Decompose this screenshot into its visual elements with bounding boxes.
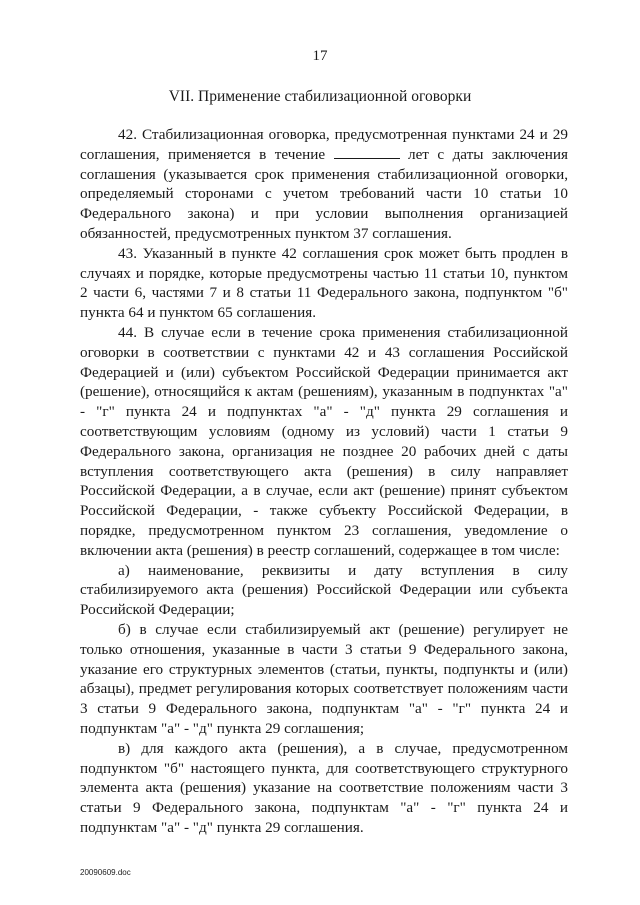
- section-title: VII. Применение стабилизационной оговорки: [168, 88, 472, 105]
- paragraph-44: 44. В случае если в течение срока применения стабилизационной оговорки в соответствии с пунктами 42 и 43 соглашения Российской Федерацией и (или) субъектом Российской Федерации принимается акт (решение), относящийся к актам (решениям), указанным в подпунктах "а" - "г" пункта 24 и подпунктах "а" - "д" пункта 29 соглашения и соответствующим условиям (одному из условий) части 1 статьи 9 Федерального закона, организация не позднее 20 рабочих дней с даты вступления соответствующего акта (решения) в силу направляет Российской Федерации, а в случае, если акт (решение) принят субъектом Российской Федерации, - также субъекту Российской Федерации, в порядке, предусмотренном пунктом 23 соглашения, уведомление о включении акта (решения) в реестр соглашений, содержащее в том числе:: [80, 323, 568, 559]
- paragraph-42: [80, 125, 568, 244]
- footer-filename: 20090609.doc: [80, 868, 131, 877]
- document-body: [80, 125, 568, 838]
- paragraph-44-item-v: в) для каждого акта (решения), а в случае, предусмотренном подпунктом "б" настоящего пункта, для соответствующего структурного элемента акта (решения) указание на соответствие положениям части 3 статьи 9 Федерального закона, подпунктам "а" - "г" пункта 24 и подпунктам "а" - "д" пункта 29 соглашения.: [80, 739, 568, 836]
- paragraph-42-end: лет с даты заключения соглашения (указывается срок применения стабилизационной оговорки, определяемый сторонами с учетом требований части 10 статьи 10 Федерального закона) и при условии выполнения организацией обязанностей, предусмотренных пунктом 37 соглашения.: [80, 145, 569, 242]
- blank-term-field: [334, 146, 400, 159]
- paragraph-42-start: 42. Стабилизационная оговорка, предусмотренная пунктами 24 и 29 соглашения, применяется в течение: [80, 126, 568, 163]
- page-number: 17: [312, 48, 328, 64]
- paragraph-43: 43. Указанный в пункте 42 соглашения срок может быть продлен в случаях и порядке, которые предусмотрены частью 11 статьи 10, пунктом 2 части 6, частями 7 и 8 статьи 11 Федерального закона, подпунктом "б" пункта 64 и пунктом 65 соглашения.: [80, 244, 568, 322]
- paragraph-44-item-b: б) в случае если стабилизируемый акт (решение) регулирует не только отношения, указанные в части 3 статьи 9 Федерального закона, указание его структурных элементов (статьи, пункты, подпункты и (или) абзацы), предмет регулирования которых соответствует положениям части 3 статьи 9 Федерального закона, подпунктам "а" - "г" пункта 24 и подпунктам "а" - "д" пункта 29 соглашения;: [80, 620, 568, 737]
- paragraph-44-item-a: а) наименование, реквизиты и дату вступления в силу стабилизируемого акта (решения) Российской Федерации или субъекта Российской Федерации;: [80, 561, 568, 619]
